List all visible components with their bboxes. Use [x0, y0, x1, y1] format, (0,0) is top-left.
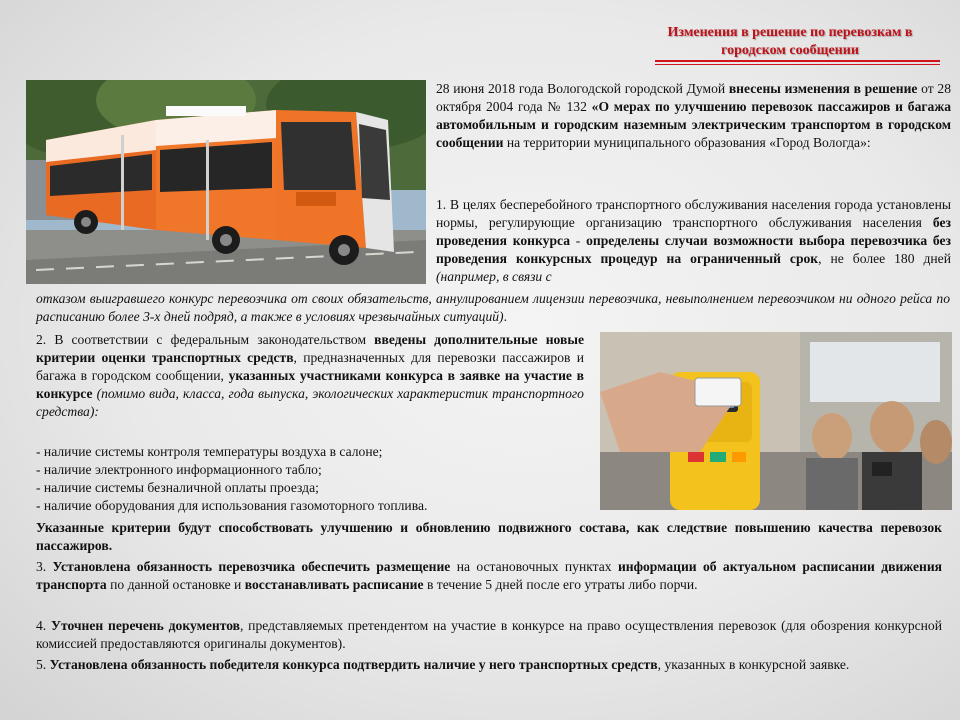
item-1-paragraph: 1. В целях бесперебойного транспортного обслуживания населения города установлены нормы, регулирующие организацию транспортного обслуживания населения без проведения конкурса - определены случаи возможности выбора перевозчика без проведения конкурсных процедур на ограниченный срок, не более 180 дней (например, в связи с: [436, 197, 951, 284]
list-item: - наличие оборудования для использования газомоторного топлива.: [36, 498, 428, 513]
title-underline-thin: [655, 64, 940, 65]
slide-title: [640, 24, 940, 60]
title-line-1: Изменения в решение по перевозкам в: [667, 25, 913, 40]
item-1-continuation: отказом выигравшего конкурс перевозчика от своих обязательств, аннулированием лицензии перевозчика, невыполнением перевозчиком ни одного рейса по расписанию более 3-х дней подряд, а также в условиях чрезвычайных ситуаций).: [36, 291, 950, 324]
list-item: - наличие системы контроля температуры воздуха в салоне;: [36, 444, 383, 459]
criteria-summary: Указанные критерии будут способствовать улучшению и обновлению подвижного состава, как следствие повышению качества перевозок пассажиров.: [36, 520, 942, 553]
title-line-2: городском сообщении: [721, 43, 859, 58]
item-4-paragraph: 4. Уточнен перечень документов, представляемых претендентом на участие в конкурсе на право осуществления перевозок (для обозрения конкурсной комиссией предоставляются оригиналы документов).: [36, 618, 942, 651]
item-2-paragraph: 2. В соответствии с федеральным законодательством введены дополнительные новые критерии оценки транспортных средств, предназначенных для перевозки пассажиров и багажа в городском сообщении, указанных участниками конкурса в заявке на участие в конкурсе (помимо вида, класса, года выпуска, экологических характеристик транспортного средства):: [36, 332, 585, 419]
title-underline: [655, 60, 940, 62]
intro-paragraph: 28 июня 2018 года Вологодской городской Думой внесены изменения в решение от 28 октября 2004 года № 132 «О мерах по улучшению перевозок пассажиров и багажа автомобильным и городским наземным электрическим транспортом в городском сообщении на территории муниципального образования «Город Вологда»:: [436, 81, 951, 150]
bus-photo: [26, 80, 426, 284]
validator-photo: [600, 332, 952, 510]
item-5-paragraph: 5. Установлена обязанность победителя конкурса подтвердить наличие у него транспортных средств, указанных в конкурсной заявке.: [36, 657, 850, 672]
list-item: - наличие электронного информационного табло;: [36, 462, 322, 477]
list-item: - наличие системы безналичной оплаты проезда;: [36, 480, 319, 495]
item-3-paragraph: 3. Установлена обязанность перевозчика обеспечить размещение на остановочных пунктах информации об актуальном расписании движения транспорта по данной остановке и восстанавливать расписание в течение 5 дней после его утраты либо порчи.: [36, 559, 943, 592]
criteria-list: [36, 443, 584, 515]
